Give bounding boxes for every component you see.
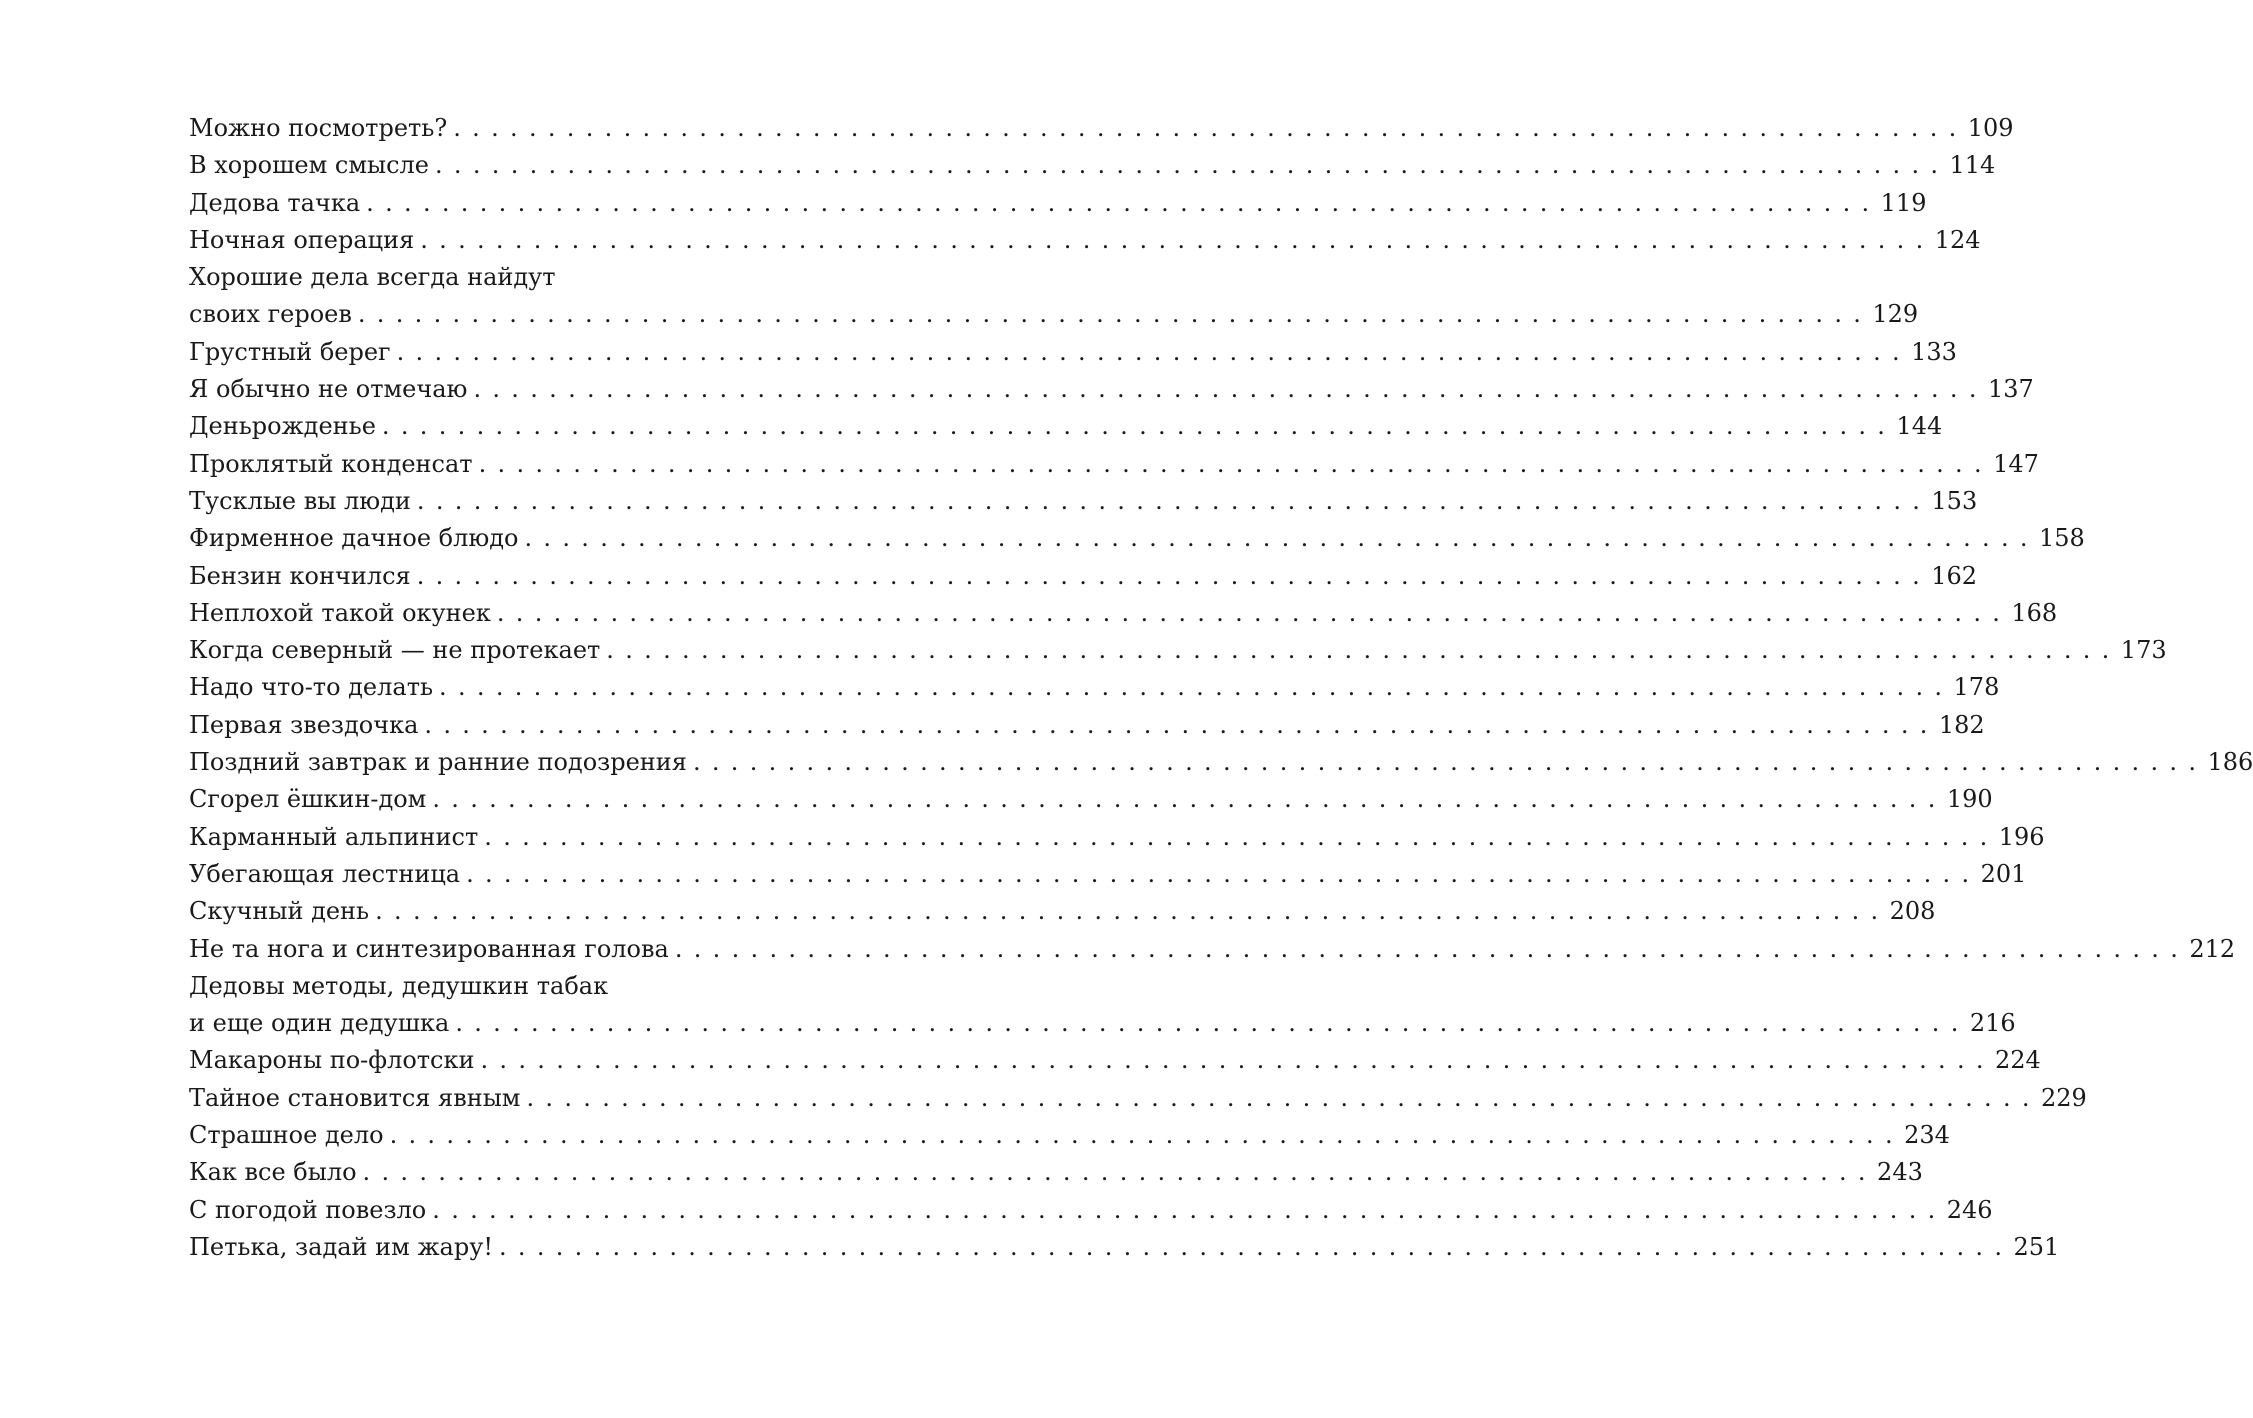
toc-dot-leader: ................................................................................ bbox=[420, 225, 1935, 254]
toc-entry-title: Тусклые вы люди bbox=[189, 486, 411, 515]
toc-entry-title: Хорошие дела всегда найдут bbox=[189, 263, 556, 292]
toc-page-number: 212 bbox=[2189, 934, 2236, 963]
toc-entry-title: Ночная операция bbox=[189, 225, 415, 254]
toc-line bbox=[189, 1080, 2087, 1117]
toc-entry-title: Карманный альпинист bbox=[189, 822, 479, 851]
toc-page-number: 109 bbox=[1967, 114, 2014, 142]
toc-page-number: 251 bbox=[2013, 1232, 2060, 1261]
toc-page-number: 190 bbox=[1946, 785, 1993, 814]
toc-entry bbox=[189, 1192, 1993, 1229]
toc-page-number: 114 bbox=[1949, 151, 1996, 180]
toc-entry bbox=[189, 558, 1977, 595]
toc-line bbox=[189, 408, 1943, 445]
toc-dot-leader: ................................................................................ bbox=[455, 1009, 1970, 1038]
toc-entry-title: Первая звездочка bbox=[189, 710, 419, 739]
toc-page-number: 246 bbox=[1946, 1195, 1993, 1224]
toc-entry bbox=[189, 707, 1985, 744]
toc-page-number: 208 bbox=[1889, 897, 1936, 926]
toc-entry bbox=[189, 1117, 1950, 1154]
toc-entry-title: Как все было bbox=[189, 1158, 357, 1187]
toc-line bbox=[189, 819, 2045, 856]
toc-entry-title: Можно посмотреть? bbox=[189, 114, 448, 142]
toc-entry bbox=[189, 1080, 2087, 1117]
toc-dot-leader: ................................................................................ bbox=[498, 1232, 2014, 1261]
toc-entry bbox=[189, 408, 1943, 445]
toc-page-number: 153 bbox=[1931, 486, 1978, 515]
toc-page-number: 168 bbox=[2011, 598, 2058, 627]
toc-line bbox=[189, 968, 852, 1005]
toc-dot-leader: ................................................................................ bbox=[416, 561, 1931, 590]
toc-entry-title: Я обычно не отмечаю bbox=[189, 375, 468, 404]
toc-line bbox=[189, 446, 2039, 483]
toc-line bbox=[189, 856, 2027, 893]
toc-line bbox=[189, 1117, 1950, 1154]
toc-entry bbox=[189, 893, 1936, 930]
toc-entry-title: Фирменное дачное блюдо bbox=[189, 524, 519, 553]
toc-entry bbox=[189, 1042, 2041, 1079]
toc-line bbox=[189, 931, 2236, 968]
toc-entry bbox=[189, 520, 2085, 557]
toc-entry-title: Убегающая лестница bbox=[189, 859, 461, 888]
toc-page-number: 124 bbox=[1934, 225, 1981, 254]
toc-page-number: 147 bbox=[1993, 449, 2039, 478]
toc-dot-leader: ................................................................................ bbox=[496, 598, 2012, 627]
toc-entry bbox=[189, 595, 2058, 632]
toc-entry bbox=[189, 334, 1957, 371]
toc-line bbox=[189, 483, 1978, 520]
toc-entry bbox=[189, 371, 2034, 408]
toc-entry bbox=[189, 632, 2167, 669]
toc-entry-title: Страшное дело bbox=[189, 1121, 384, 1150]
toc-line bbox=[189, 781, 1993, 818]
toc-line bbox=[189, 558, 1977, 595]
toc-dot-leader: ................................................................................ bbox=[526, 1083, 2041, 1112]
toc-dot-leader: ................................................................................ bbox=[453, 114, 1968, 142]
toc-line bbox=[189, 744, 2253, 781]
toc-line bbox=[189, 707, 1985, 744]
toc-line bbox=[189, 147, 1996, 184]
toc-entry-title: Не та нога и синтезированная голова bbox=[189, 934, 669, 963]
toc-page-number: 201 bbox=[1980, 859, 2027, 888]
toc-dot-leader: ................................................................................ bbox=[416, 486, 1932, 515]
toc-entry-title: Проклятый конденсат bbox=[189, 449, 473, 478]
toc-dot-leader: ................................................................................ bbox=[524, 524, 2039, 553]
toc-dot-leader: ................................................................................ bbox=[674, 934, 2190, 963]
toc-entry-title: Поздний завтрак и ранние подозрения bbox=[189, 748, 687, 777]
toc-entry bbox=[189, 669, 2000, 706]
toc-page-number: 162 bbox=[1931, 561, 1977, 590]
toc-page-number: 216 bbox=[1969, 1009, 2016, 1038]
toc-entry bbox=[189, 968, 2016, 1043]
toc-entry bbox=[189, 856, 2027, 893]
toc-entry-title: Макароны по-флотски bbox=[189, 1046, 475, 1075]
toc-line bbox=[189, 1192, 1993, 1229]
toc-entry-title: Тайное становится явным bbox=[189, 1083, 521, 1112]
toc-dot-leader: ................................................................................ bbox=[480, 1046, 1995, 1075]
toc-dot-leader: ................................................................................ bbox=[396, 337, 1911, 366]
toc-entry-title: и еще один дедушка bbox=[189, 1009, 450, 1038]
toc-dot-leader: ................................................................................ bbox=[484, 822, 1999, 851]
toc-dot-leader: ................................................................................ bbox=[606, 636, 2121, 665]
toc-page-number: 144 bbox=[1896, 412, 1943, 441]
toc-entry bbox=[189, 931, 2236, 968]
toc-entry bbox=[189, 1229, 2060, 1266]
toc-page-number: 196 bbox=[1998, 822, 2045, 851]
toc-dot-leader: ................................................................................ bbox=[692, 748, 2208, 777]
toc-entry bbox=[189, 185, 1927, 222]
toc-page-number: 178 bbox=[1953, 673, 2000, 702]
toc-entry bbox=[189, 744, 2253, 781]
toc-page-number: 158 bbox=[2038, 524, 2085, 553]
toc-entry bbox=[189, 222, 1981, 259]
toc-line bbox=[189, 185, 1927, 222]
toc-page-number: 173 bbox=[2120, 636, 2167, 665]
toc-entry bbox=[189, 446, 2039, 483]
toc-page-number: 243 bbox=[1877, 1158, 1923, 1187]
toc-dot-leader: ................................................................................ bbox=[389, 1121, 1904, 1150]
toc-line bbox=[189, 259, 852, 296]
toc-line bbox=[189, 669, 2000, 706]
toc-page-number: 234 bbox=[1904, 1121, 1950, 1150]
toc-page-number: 137 bbox=[1987, 375, 2034, 404]
toc-line bbox=[189, 520, 2085, 557]
toc-entry-title: С погодой повезло bbox=[189, 1195, 427, 1224]
toc-line bbox=[189, 110, 2014, 147]
toc-entry-title: В хорошем смысле bbox=[189, 151, 429, 180]
toc-entry bbox=[189, 819, 2045, 856]
toc-dot-leader: ................................................................................ bbox=[424, 710, 1939, 739]
toc-line bbox=[189, 296, 1919, 333]
toc-entry-title: Деньрожденье bbox=[189, 412, 376, 441]
toc-entry-title: Сгорел ёшкин-дом bbox=[189, 785, 427, 814]
toc-entry bbox=[189, 259, 1919, 334]
toc-page-number: 119 bbox=[1880, 188, 1927, 217]
toc-line bbox=[189, 595, 2058, 632]
toc-dot-leader: ................................................................................ bbox=[439, 673, 1954, 702]
toc-page-number: 229 bbox=[2040, 1083, 2087, 1112]
toc-entry-title: Дедова тачка bbox=[189, 188, 361, 217]
toc-dot-leader: ................................................................................ bbox=[357, 300, 1873, 329]
toc-entry-title: Надо что-то делать bbox=[189, 673, 434, 702]
toc-page-number: 133 bbox=[1911, 337, 1957, 366]
toc-entry-title: Неплохой такой окунек bbox=[189, 598, 491, 627]
toc-entry-title: Бензин кончился bbox=[189, 561, 411, 590]
toc-line bbox=[189, 893, 1936, 930]
toc-dot-leader: ................................................................................ bbox=[473, 375, 1988, 404]
toc-dot-leader: ................................................................................ bbox=[362, 1158, 1877, 1187]
toc-dot-leader: ................................................................................ bbox=[366, 188, 1881, 217]
toc-line bbox=[189, 1042, 2041, 1079]
toc-entry bbox=[189, 147, 1996, 184]
toc-page-number: 129 bbox=[1872, 300, 1919, 329]
toc-line bbox=[189, 1229, 2060, 1266]
toc-entry bbox=[189, 483, 1978, 520]
toc-entry-title: Когда северный — не протекает bbox=[189, 636, 601, 665]
toc-entry bbox=[189, 781, 1993, 818]
toc-entry-title: Петька, задай им жару! bbox=[189, 1232, 493, 1261]
toc-dot-leader: ................................................................................ bbox=[466, 859, 1981, 888]
toc-dot-leader: ................................................................................ bbox=[432, 785, 1947, 814]
toc-entry-title: своих героев bbox=[189, 300, 352, 329]
toc-line bbox=[189, 371, 2034, 408]
toc-line bbox=[189, 1005, 2016, 1042]
toc-line bbox=[189, 222, 1981, 259]
toc-entry-title: Скучный день bbox=[189, 897, 370, 926]
toc-entry-title: Грустный берег bbox=[189, 337, 391, 366]
toc-dot-leader: ................................................................................ bbox=[381, 412, 1897, 441]
toc-line bbox=[189, 334, 1957, 371]
toc-dot-leader: ................................................................................ bbox=[432, 1195, 1947, 1224]
toc-dot-leader: ................................................................................ bbox=[478, 449, 1993, 478]
table-of-contents bbox=[189, 110, 2253, 1266]
toc-line bbox=[189, 632, 2167, 669]
toc-entry-title: Дедовы методы, дедушкин табак bbox=[189, 971, 609, 1000]
toc-entry bbox=[189, 110, 2014, 147]
toc-page-number: 182 bbox=[1938, 710, 1985, 739]
toc-page-number: 186 bbox=[2207, 748, 2253, 777]
toc-page-number: 224 bbox=[1994, 1046, 2041, 1075]
toc-dot-leader: ................................................................................ bbox=[375, 897, 1890, 926]
toc-dot-leader: ................................................................................ bbox=[434, 151, 1950, 180]
toc-line bbox=[189, 1154, 1923, 1191]
toc-entry bbox=[189, 1154, 1923, 1191]
